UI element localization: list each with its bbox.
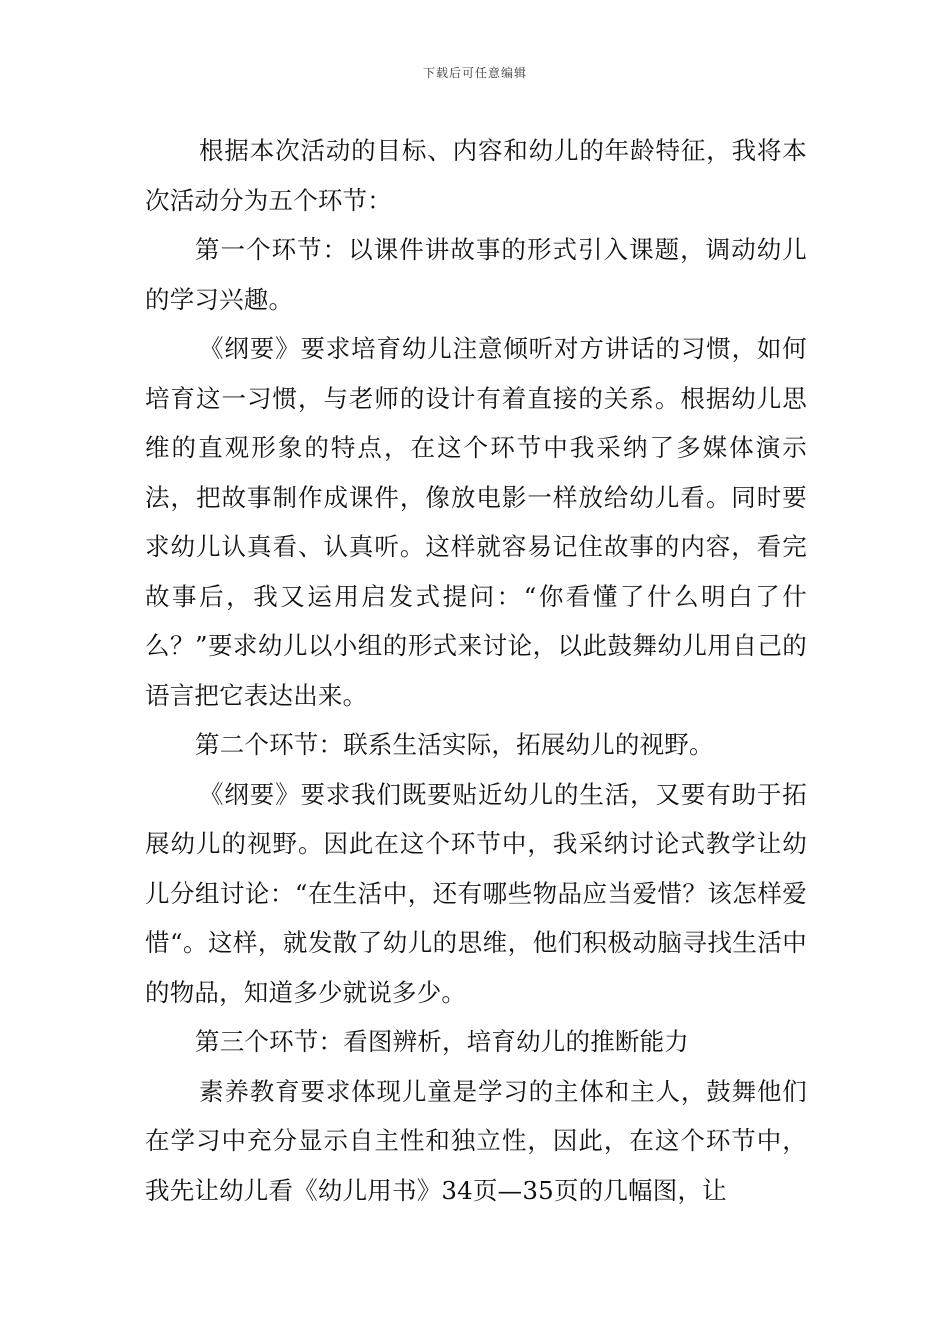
paragraph-step-one-detail: 《纲要》要求培育幼儿注意倾听对方讲话的习惯，如何培育这一习惯，与老师的设计有着直接的关系。根据幼儿思维的直观形象的特点，在这个环节中我采纳了多媒体演示法，把故事制作成课件，像放电影一样放给幼儿看。同时要求幼儿认真看、认真听。这样就容易记住故事的内容，看完故事后，我又运用启发式提问：“你看懂了什么明白了什么？”要求幼儿以小组的形式来讨论，以此鼓舞幼儿用自己的语言把它表达出来。 bbox=[145, 334, 807, 710]
paragraph-step-three-detail: 素养教育要求体现儿童是学习的主体和主人，鼓舞他们在学习中充分显示自主性和独立性，因此，在这个环节中，我先让幼儿看《幼儿用书》34页—35页的几幅图，让 bbox=[145, 1076, 807, 1205]
paragraph-step-two-detail: 《纲要》要求我们既要贴近幼儿的生活，又要有助于拓展幼儿的视野。因此在这个环节中，我采纳讨论式教学让幼儿分组讨论：“在生活中，还有哪些物品应当爱惜？该怎样爱惜“。这样，就发散了幼儿的思维，他们积极动脑寻找生活中的物品，知道多少就说多少。 bbox=[145, 779, 807, 1007]
paragraph-intro: 根据本次活动的目标、内容和幼儿的年龄特征，我将本次活动分为五个环节： bbox=[145, 136, 807, 215]
page-header: 下载后可任意编辑 bbox=[422, 66, 527, 80]
document-body bbox=[145, 126, 807, 1215]
paragraph-step-two: 第二个环节：联系生活实际，拓展幼儿的视野。 bbox=[195, 730, 714, 759]
paragraph-step-three: 第三个环节：看图辨析，培育幼儿的推断能力 bbox=[195, 1027, 689, 1056]
paragraph-step-one: 第一个环节：以课件讲故事的形式引入课题，调动幼儿的学习兴趣。 bbox=[145, 235, 807, 314]
